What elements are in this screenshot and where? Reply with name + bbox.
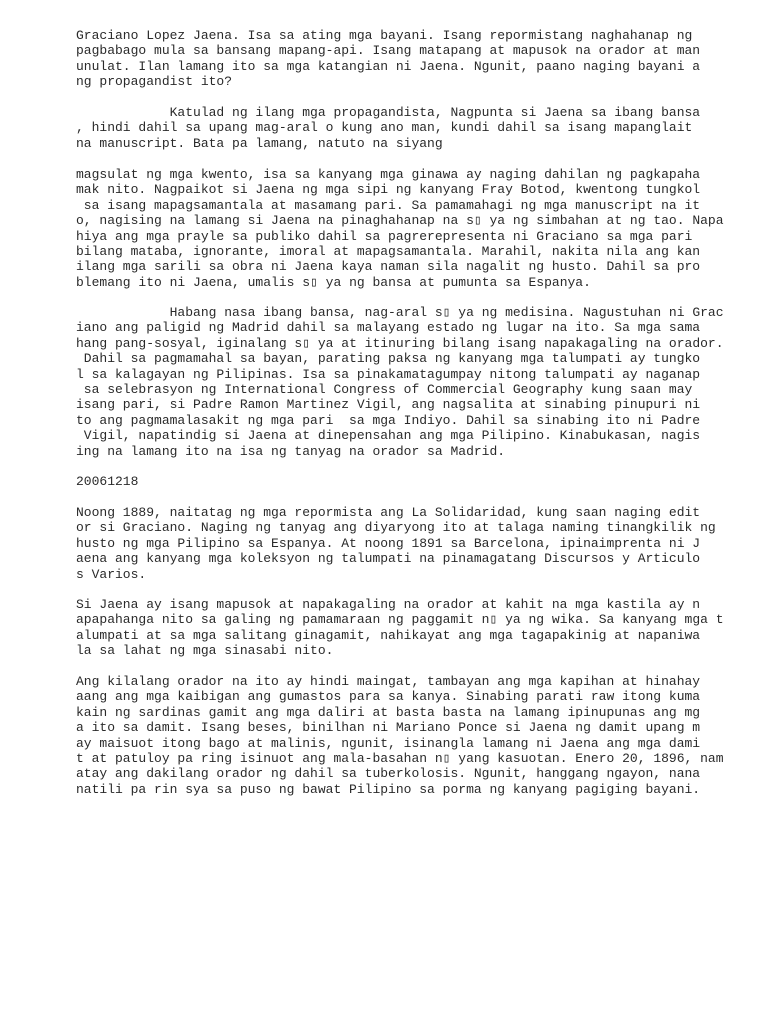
paragraph-propagandist: Katulad ng ilang mga propagandista, Nagpunta si Jaena sa ibang bansa , hindi dahil sa upang mag-aral o kung ano man, kundi dahil sa isang mapanglait na manuscript. Bata pa lamang, natuto na siyang [76, 105, 701, 151]
paragraph-fray-botod: magsulat ng mga kwento, isa sa kanyang mga ginawa ay naging dahilan ng pagkapaha mak nito. Nagpaikot si Jaena ng mga sipi ng kanyang Fray Botod, kwentong tungkol sa isang mapagsamantala at masamang pari. Sa pamamahagi ng mga manuscript na it o, nagising na lamang si Jaena na pinaghahanap na s▯ ya ng simbahan at ng tao. Napa hiya ang mga prayle sa publiko dahil sa pagrerepresenta ni Graciano sa mga pari bilang mataba, ignorante, imoral at mapagsamantala. Marahil, nakita nila ang kan ilang mga sarili sa obra ni Jaena kaya naman sila nagalit ng husto. Dahil sa pro blemang ito ni Jaena, umalis s▯ ya ng bansa at pumunta sa Espanya. [76, 167, 724, 290]
paragraph-orador: Si Jaena ay isang mapusok at napakagaling na orador at kahit na mga kastila ay n apapahanga nito sa galing ng pamamaraan ng paggamit n▯ ya ng wika. Sa kanyang mga t alumpati at sa mga salitang ginagamit, nahikayat ang mga tagapakinig at napaniwa la sa lahat ng mga sinasabi nito. [76, 597, 724, 659]
paragraph-final: Ang kilalang orador na ito ay hindi maingat, tambayan ang mga kapihan at hinahay aang ang mga kaibigan ang gumastos para sa kanya. Sinabing parati raw itong kuma kain ng sardinas gamit ang mga daliri at basta basta na lamang ipinupunas ang mg a ito sa damit. Isang beses, binilhan ni Mariano Ponce si Jaena ng damit upang m ay maisuot itong bago at malinis, ngunit, isinangla lamang ni Jaena ang mga dami t at patuloy pa ring isinuot ang mala-basahan n▯ yang kasuotan. Enero 20, 1896, nam atay ang dakilang orador ng dahil sa tuberkolosis. Ngunit, hanggang ngayon, nana natili pa rin sya sa puso ng bawat Pilipino sa porma ng kanyang pagiging bayani. [76, 674, 724, 797]
paragraph-la-solidaridad: Noong 1889, naitatag ng mga repormista ang La Solidaridad, kung saan naging edit or si Graciano. Naging ng tanyag ang diyaryong ito at talaga naming tinangkilik ng husto ng mga Pilipino sa Espanya. At noong 1891 sa Barcelona, ipinaimprenta ni J aena ang kanyang mga koleksyon ng talumpati na pinamagatang Discursos y Articulo s Varios. [76, 505, 716, 582]
paragraph-madrid: Habang nasa ibang bansa, nag-aral s▯ ya ng medisina. Nagustuhan ni Grac iano ang paligid ng Madrid dahil sa malayang estado ng lugar na ito. Sa mga sama hang pang-sosyal, iginalang s▯ ya at itinuring bilang isang napakagaling na orador. Dahil sa pagmamahal sa bayan, parating paksa ng kanyang mga talumpati ay tungko l sa kalagayan ng Pilipinas. Isa sa pinakamatagumpay nitong talumpati ay naganap sa selebrasyon ng International Congress of Commercial Geography kung saan may isang pari, si Padre Ramon Martinez Vigil, ang nagsalita at sinabing pinupuri ni to ang pagmamalasakit ng mga pari sa mga Indiyo. Dahil sa sinabing ito ni Padre Vigil, napatindig si Jaena at dinepensahan ang mga Pilipino. Kinabukasan, nagis ing na lamang ito na isa ng tanyag na orador sa Madrid. [76, 305, 724, 459]
date-stamp: 20061218 [76, 474, 139, 489]
paragraph-intro: Graciano Lopez Jaena. Isa sa ating mga bayani. Isang repormistang naghahanap ng pagbabago mula sa bansang mapang-api. Isang matapang at mapusok na orador at man unulat. Ilan lamang ito sa mga katangian ni Jaena. Ngunit, paano naging bayani a ng propagandist ito? [76, 28, 701, 90]
